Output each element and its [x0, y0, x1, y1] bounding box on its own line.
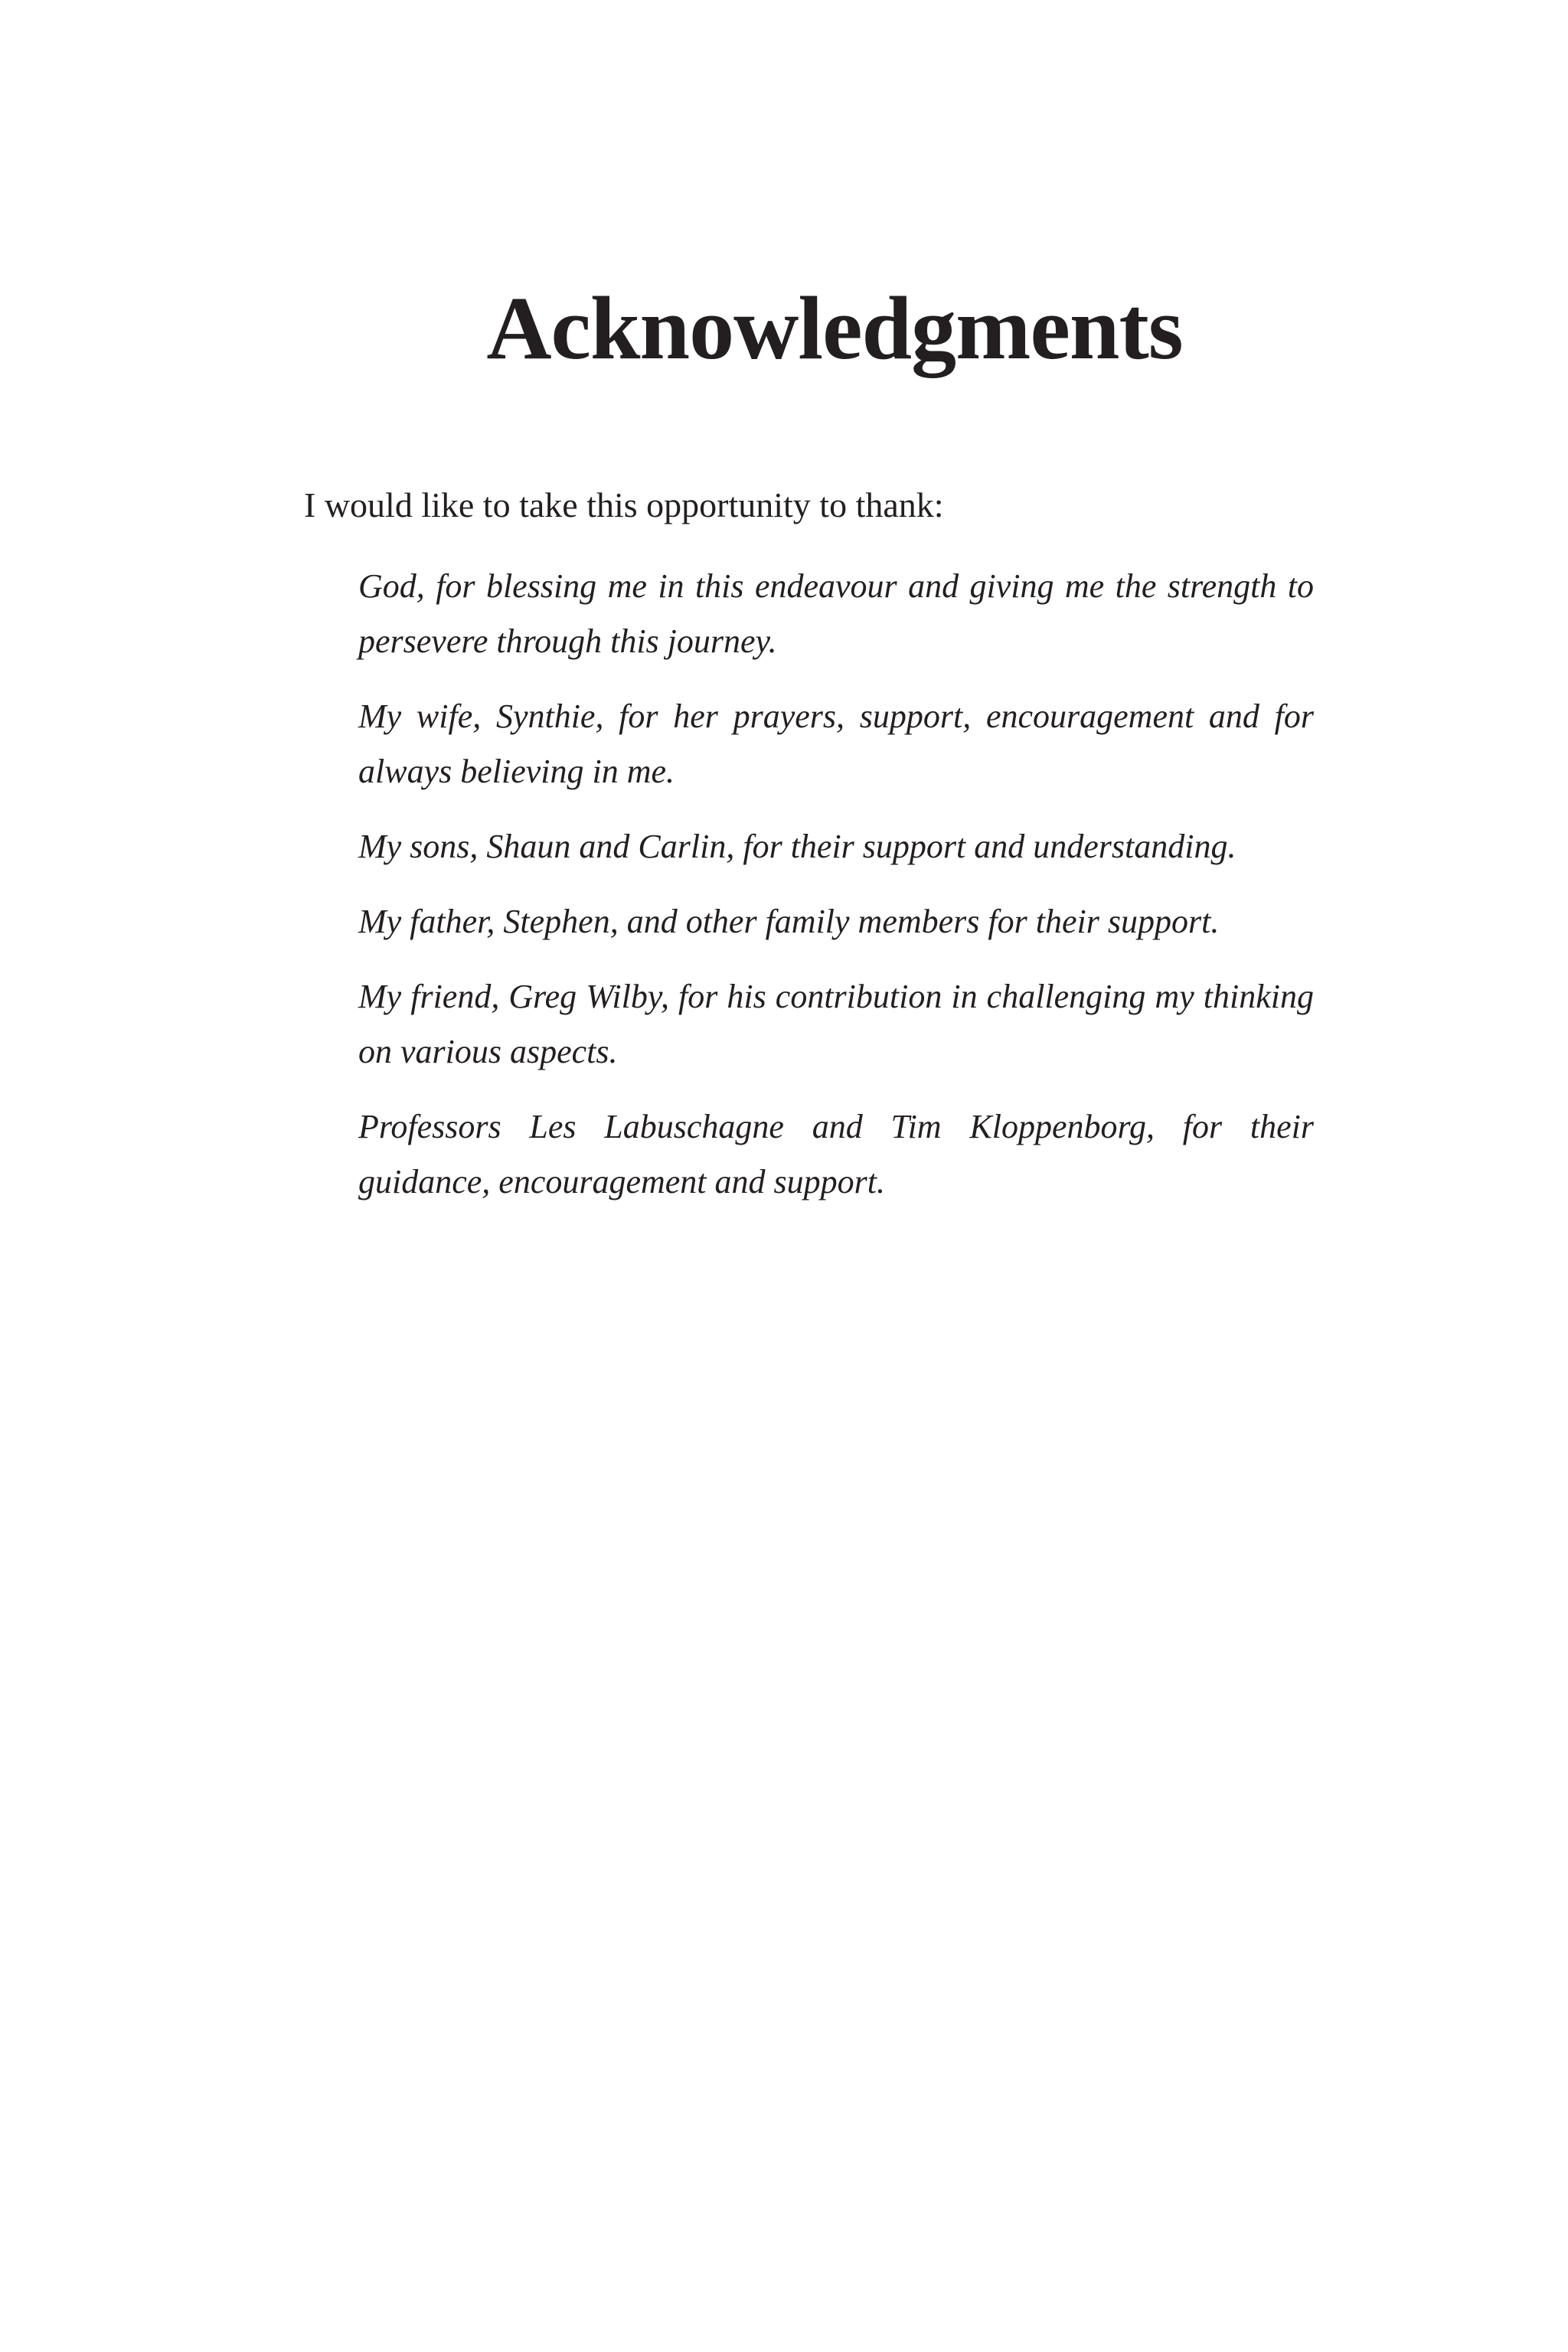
acknowledgment-item: My father, Stephen, and other family members for their support.	[358, 903, 1220, 940]
acknowledgment-item: Professors Les Labuschagne and Tim Kloppenborg, for their guidance, encouragement and support.	[358, 1108, 1314, 1200]
page-title: Acknowledgments	[486, 278, 1183, 378]
acknowledgment-item: God, for blessing me in this endeavour and giving me the strength to persevere through this journey.	[358, 567, 1314, 660]
acknowledgment-item: My sons, Shaun and Carlin, for their support and understanding.	[358, 828, 1236, 865]
acknowledgment-item: My friend, Greg Wilby, for his contribution in challenging my thinking on various aspects.	[358, 978, 1314, 1070]
acknowledgment-list	[358, 559, 1314, 1230]
acknowledgment-item: My wife, Synthie, for her prayers, support, encouragement and for always believing in me.	[358, 697, 1314, 790]
intro-paragraph: I would like to take this opportunity to thank:	[304, 485, 944, 524]
